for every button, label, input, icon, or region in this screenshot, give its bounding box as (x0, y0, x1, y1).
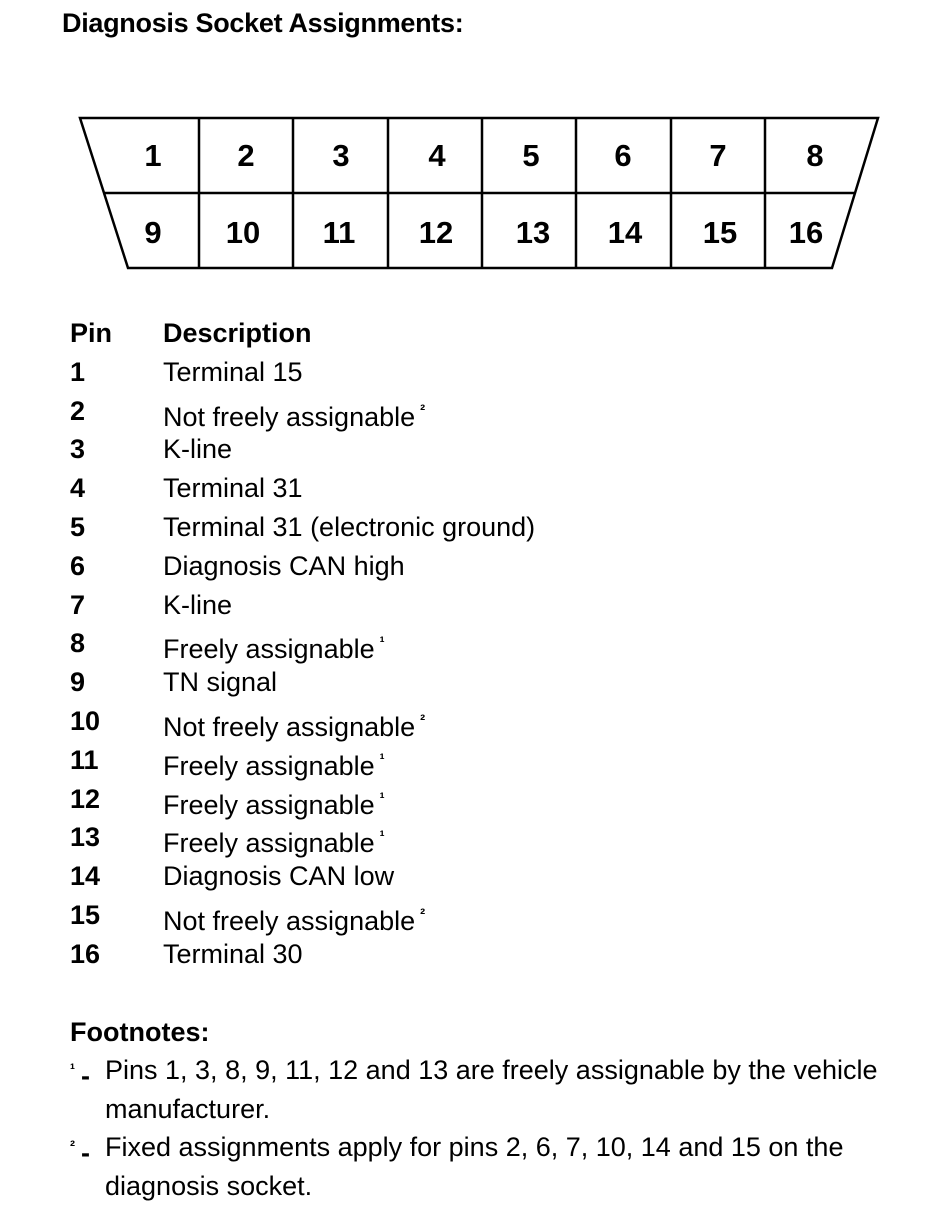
socket-pin-label: 1 (144, 138, 162, 173)
pin-number: 15 (70, 899, 101, 930)
pin-number: 5 (70, 511, 86, 542)
pin-description (163, 896, 425, 940)
pin-description-text: Terminal 30 (163, 938, 303, 969)
pin-description (163, 702, 425, 746)
footnotes-title: Footnotes: (70, 1017, 210, 1047)
pin-number: 8 (70, 628, 86, 659)
pin-description-text: Not freely assignable (163, 711, 416, 742)
socket-pin-label: 2 (237, 138, 255, 173)
pin-description (163, 547, 405, 585)
pin-description (163, 663, 277, 701)
pin-number: 3 (70, 434, 86, 465)
socket-pin-label: 6 (614, 138, 632, 173)
socket-pin-label: 10 (225, 215, 261, 250)
footnote-reference: ¹ (379, 750, 385, 768)
footnote-item (70, 1051, 900, 1128)
footnote-reference: ¹ (379, 634, 385, 652)
pin-description (163, 430, 232, 468)
socket-pin-label: 15 (702, 215, 738, 250)
pin-description (163, 353, 303, 391)
pin-number: 2 (70, 395, 86, 426)
pin-number: 12 (70, 783, 101, 814)
footnote-number: ² (70, 1138, 75, 1155)
socket-pin-label: 13 (515, 215, 551, 250)
pin-number: 7 (70, 589, 86, 620)
footnote-number: ¹ (70, 1061, 75, 1078)
footnote-reference: ² (420, 401, 426, 419)
socket-pin-label: 4 (428, 138, 446, 173)
pin-number: 13 (70, 822, 101, 853)
footnotes-section (70, 1013, 900, 1205)
socket-pin-label: 12 (418, 215, 454, 250)
pin-number: 9 (70, 667, 86, 698)
pin-number: 1 (70, 356, 86, 387)
footnote-item (70, 1128, 900, 1205)
pin-number: 10 (70, 705, 101, 736)
socket-pin-label: 11 (322, 215, 356, 250)
pin-number: 4 (70, 473, 86, 504)
pin-number: 14 (70, 861, 101, 892)
socket-pin-label: 3 (332, 138, 350, 173)
pin-description (163, 508, 535, 546)
footnote-reference: ² (420, 905, 426, 923)
pin-description (163, 818, 385, 862)
pin-description-text: Freely assignable (163, 789, 375, 820)
pin-description (163, 935, 303, 973)
footnote-dash: - (81, 1138, 90, 1168)
pin-description-text: K-line (163, 434, 233, 465)
pin-description-text: Terminal 15 (163, 356, 303, 387)
pin-number: 6 (70, 550, 86, 581)
pin-description (163, 741, 385, 785)
footnote-text: Fixed assignments apply for pins 2, 6, 7, 10, 14 and 15 on the diagnosis socket. (105, 1132, 844, 1201)
footnote-marker (70, 1128, 90, 1173)
pin-column-header: Pin (70, 318, 113, 348)
pin-description-text: Freely assignable (163, 750, 375, 781)
pin-description (163, 586, 232, 624)
pin-description-text: Diagnosis CAN high (163, 550, 405, 581)
pin-description (163, 624, 385, 668)
page-title: Diagnosis Socket Assignments: (62, 8, 464, 38)
footnote-marker (70, 1051, 90, 1096)
footnote-reference: ¹ (379, 828, 385, 846)
pin-description-text: Terminal 31 (electronic ground) (163, 511, 536, 542)
socket-pin-label: 9 (144, 215, 162, 250)
pin-description-text: Not freely assignable (163, 905, 416, 936)
footnote-list (70, 1051, 900, 1205)
pin-description-text: Terminal 31 (163, 473, 303, 504)
footnote-dash: - (81, 1061, 90, 1091)
socket-pin-label: 5 (522, 138, 540, 173)
pin-description-text: K-line (163, 589, 233, 620)
footnote-reference: ¹ (379, 789, 385, 807)
pin-description (163, 469, 303, 507)
socket-pin-label: 8 (806, 138, 824, 173)
description-column-header: Description (163, 318, 312, 348)
socket-pin-label: 14 (607, 215, 643, 250)
pin-description-text: Freely assignable (163, 828, 375, 859)
socket-pin-label: 7 (709, 138, 727, 173)
pin-description-text: Not freely assignable (163, 401, 416, 432)
pin-description-text: Freely assignable (163, 634, 375, 665)
pin-number: 11 (70, 744, 99, 775)
pin-description-text: Diagnosis CAN low (163, 861, 395, 892)
socket-pin-label: 16 (788, 215, 824, 250)
pin-description (163, 392, 425, 436)
pin-description-text: TN signal (163, 667, 278, 698)
diagnosis-socket-diagram (0, 0, 928, 290)
pin-description (163, 857, 394, 895)
pin-number: 16 (70, 938, 101, 969)
footnote-reference: ² (420, 711, 426, 729)
footnote-text: Pins 1, 3, 8, 9, 11, 12 and 13 are freely assignable by the vehicle manufacturer. (105, 1055, 878, 1124)
pin-description (163, 780, 385, 824)
